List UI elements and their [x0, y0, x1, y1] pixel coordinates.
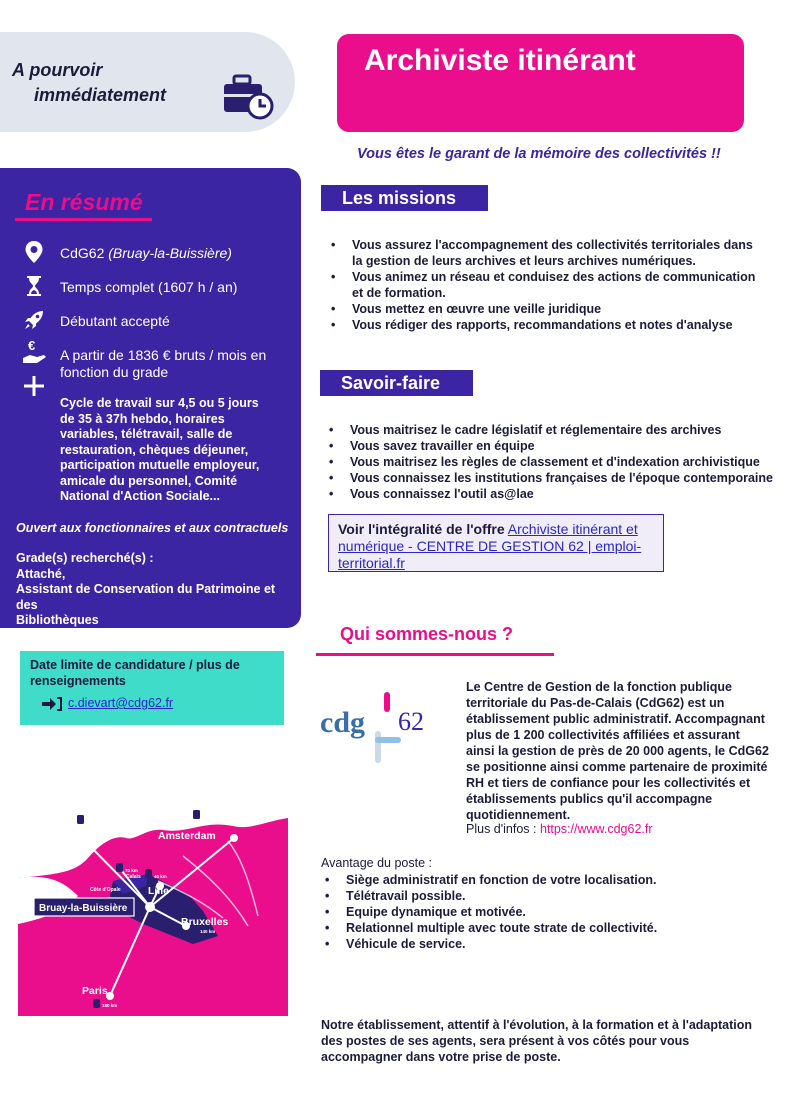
map-distance-amsterdam: 265 km	[202, 814, 218, 819]
skills-list	[324, 422, 784, 502]
svg-text:€: €	[28, 338, 36, 353]
skill-item: • Vous maitrisez le cadre législatif et réglementaire des archives	[324, 422, 784, 438]
euro-hand-icon	[22, 338, 48, 366]
mission-item: • Vous animez un réseau et conduisez des actions de communication et de formation.	[326, 269, 766, 301]
rocket-icon	[22, 308, 46, 332]
summary-perks	[60, 396, 295, 505]
location-pin-icon	[22, 240, 46, 264]
grades-title: Grade(s) recherché(s) :	[16, 551, 154, 565]
missions-heading: Les missions	[321, 185, 488, 211]
perk-line: restauration, chèques déjeuner,	[60, 442, 249, 457]
summary-time: Temps complet (1607 h / an)	[60, 279, 238, 295]
job-subtitle: Vous êtes le garant de la mémoire des collectivités !!	[357, 146, 721, 162]
plus-icon	[22, 374, 46, 398]
logo-number: 62	[398, 707, 424, 736]
cdg62-logo	[318, 690, 448, 764]
hourglass-icon	[22, 274, 46, 298]
perk-line: National d'Action Sociale...	[60, 489, 220, 503]
mission-item: • Vous assurez l'accompagnement des collectivités territoriales dans la gestion de leurs archives et leurs archives numériques.	[326, 237, 766, 269]
perk-line: de 35 à 37h hebdo, horaires	[60, 411, 225, 426]
offer-link[interactable]: Archiviste itinérant et numérique - CENTRE DE GESTION 62 | emploi-territorial.fr	[338, 521, 642, 571]
map-city-bruxelles: Bruxelles	[181, 916, 229, 928]
advantage-item: • Véhicule de service.	[320, 936, 770, 952]
logo-letters: cdg	[320, 706, 365, 739]
job-title: Archiviste itinérant	[364, 44, 636, 77]
map-city-amsterdam: Amsterdam	[158, 830, 216, 842]
perk-line: Cycle de travail sur 4,5 ou 5 jours	[60, 396, 259, 410]
advantage-item: • Relationnel multiple avec toute strate de collectivité.	[320, 920, 770, 936]
map-distance-bruxelles: 140 km	[200, 929, 216, 934]
map-distance-londres: 255 km	[86, 820, 102, 825]
map-city-bruay: Bruay-la-Buissière	[39, 903, 128, 914]
grade-line: Bibliothèques	[16, 613, 99, 627]
perk-line: amicale du personnel, Comité	[60, 473, 238, 488]
about-heading: Qui sommes-nous ?	[340, 624, 514, 644]
about-website-link[interactable]: https://www.cdg62.fr	[539, 822, 653, 836]
missions-list	[326, 237, 766, 333]
skill-item: • Vous maitrisez les règles de classement et d'indexation archivistique	[324, 454, 784, 470]
availability-line2: immédiatement	[34, 85, 167, 105]
map-city-lille: Lille	[148, 885, 170, 897]
deadline-title: Date limite de candidature / plus de renseignements	[30, 658, 240, 688]
salary-line1: A partir de 1836 € bruts / mois en	[60, 347, 267, 363]
map-distance-lille: 40 km	[154, 874, 167, 879]
advantage-item: • Equipe dynamique et motivée.	[320, 904, 770, 920]
map-city-londres: Londres	[30, 807, 72, 819]
map-distance-calais: 70 km	[125, 868, 138, 873]
skill-item: • Vous connaissez les institutions françaises de l'époque contemporaine	[324, 470, 784, 486]
salary-line2: fonction du grade	[60, 364, 169, 380]
closing-text: Notre établissement, attentif à l'évolution, à la formation et à l'adaptation des postes de ses agents, sera présent à vos côtés pour vous accompagner dans votre prise de poste.	[321, 1018, 753, 1064]
advantages-list	[320, 872, 770, 952]
location-name: CdG62	[60, 245, 105, 261]
skill-item: • Vous savez travailler en équipe	[324, 438, 784, 454]
summary-location	[60, 245, 232, 261]
mission-item: • Vous rédiger des rapports, recommandations et notes d'analyse	[326, 317, 766, 333]
mission-item: • Vous mettez en œuvre une veille juridique	[326, 301, 766, 317]
map-city-calais: Calais	[126, 874, 141, 880]
perk-line: participation mutuelle employeur,	[60, 458, 260, 472]
location-detail: (Bruay-la-Buissière)	[108, 245, 232, 261]
grade-line: Assistant de Conservation du Patrimoine et des	[16, 582, 276, 612]
map-city-paris: Paris	[82, 985, 108, 997]
offer-box	[328, 514, 664, 572]
deadline-email-link[interactable]: c.dievart@cdg62.fr	[68, 696, 174, 710]
advantage-item: • Siège administratif en fonction de votre localisation.	[320, 872, 770, 888]
summary-level: Débutant accepté	[60, 313, 170, 329]
region-map	[18, 786, 288, 1016]
summary-underline	[15, 218, 152, 221]
map-distance-paris: 180 km	[102, 1003, 118, 1008]
map-city-cote-opale: Côte d'Opale	[90, 887, 121, 893]
summary-heading: En résumé	[25, 189, 143, 215]
about-more	[466, 822, 653, 836]
summary-salary	[60, 347, 266, 381]
about-more-label: Plus d'infos :	[466, 822, 540, 836]
grade-line: Attaché,	[16, 566, 66, 581]
about-underline	[316, 653, 554, 656]
skill-item: • Vous connaissez l'outil as@lae	[324, 486, 784, 502]
summary-grades	[16, 551, 298, 629]
advantage-item: • Télétravail possible.	[320, 888, 770, 904]
sign-in-arrow-icon	[42, 697, 62, 711]
advantages-title: Avantage du poste :	[321, 856, 432, 870]
skills-heading: Savoir-faire	[320, 370, 473, 396]
summary-open-to: Ouvert aux fonctionnaires et aux contractuels	[16, 521, 289, 535]
perk-line: variables, télétravail, salle de	[60, 427, 233, 441]
availability-line1: A pourvoir	[12, 60, 103, 80]
briefcase-clock-icon	[222, 74, 274, 120]
offer-lead: Voir l'intégralité de l'offre	[338, 521, 505, 537]
about-text: Le Centre de Gestion de la fonction publique territoriale du Pas-de-Calais (CdG62) est un établissement public administratif. Accompagnant plus de 1 200 collectivités affiliées et assurant ainsi la gestion de près de 20 000 agents, le CdG62 se positionne ainsi comme partenaire de proximité RH et tiers de confiance pour les collectivités et établissements publics qu'il accompagne quotidiennement.	[466, 680, 769, 822]
